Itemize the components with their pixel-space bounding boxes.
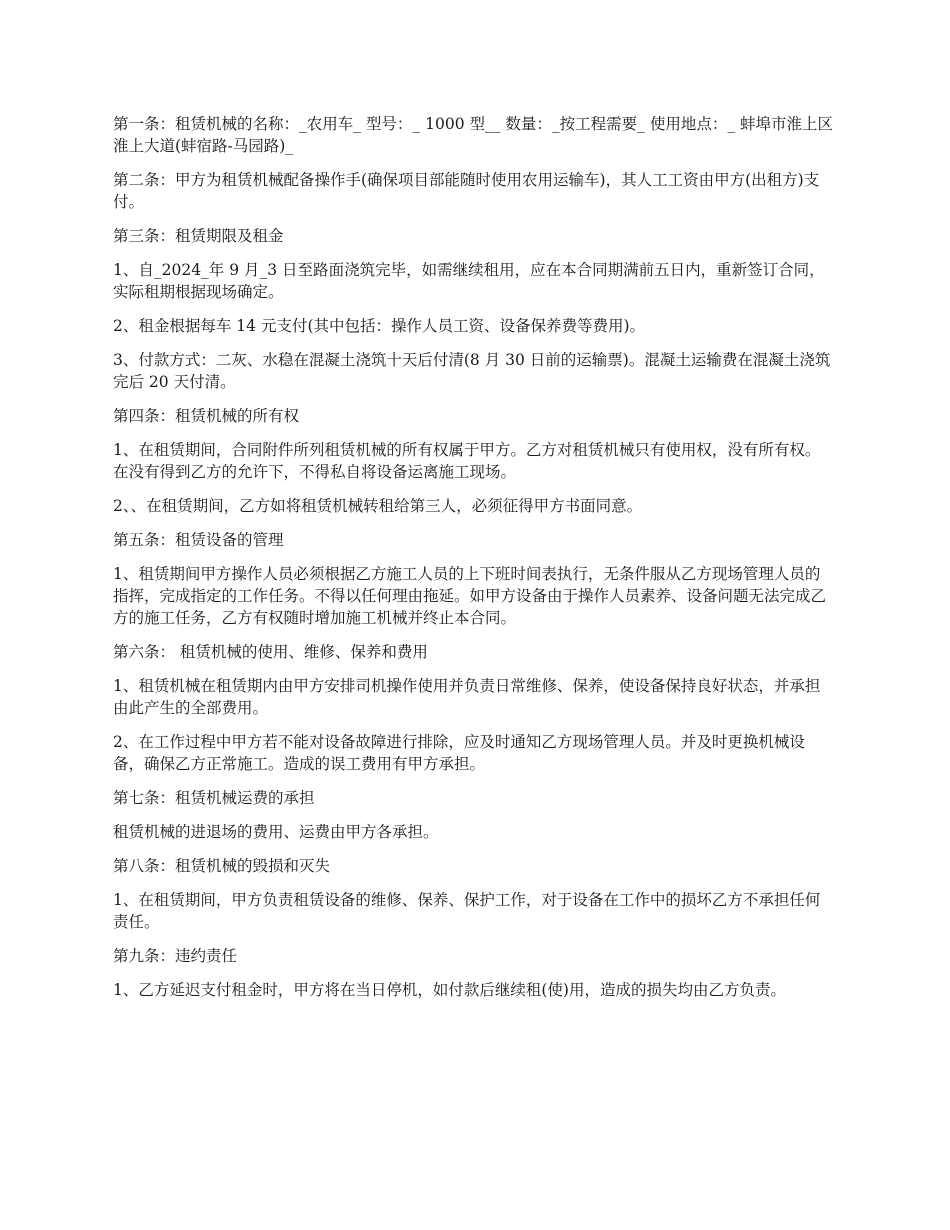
clause-7-body: 租赁机械的进退场的费用、运费由甲方各承担。 (113, 823, 439, 841)
clause-6-heading: 第六条： 租赁机械的使用、维修、保养和费用 (113, 643, 428, 661)
clause-5-heading: 第五条：租赁设备的管理 (113, 531, 284, 549)
clause-7-heading: 第七条：租赁机械运费的承担 (113, 789, 315, 807)
clause-9-item-1: 1、乙方延迟支付租金时，甲方将在当日停机，如付款后继续租(使)用，造成的损失均由乙方负责。 (113, 981, 786, 999)
clause-3-item-3: 3、付款方式：二灰、水稳在混凝土浇筑十天后付清(8 月 30 日前的运输票)。混凝土运输费在混凝土浇筑完后 20 天付清。 (113, 351, 831, 391)
clause-6-item-2: 2、在工作过程中甲方若不能对设备故障进行排除，应及时通知乙方现场管理人员。并及时更换机械设备，确保乙方正常施工。造成的误工费用有甲方承担。 (113, 733, 805, 773)
clause-4-heading: 第四条：租赁机械的所有权 (113, 407, 300, 425)
clause-4-item-2: 2、、在租赁期间，乙方如将租赁机械转租给第三人，必须征得甲方书面同意。 (113, 497, 643, 515)
clause-3-item-2: 2、租金根据每车 14 元支付(其中包括：操作人员工资、设备保养费等费用)。 (113, 317, 646, 335)
clause-8-item-1: 1、在租赁期间，甲方负责租赁设备的维修、保养、保护工作，对于设备在工作中的损坏乙方不承担任何责任。 (113, 891, 821, 931)
clause-6-item-1: 1、租赁机械在租赁期内由甲方安排司机操作使用并负责日常维修、保养，使设备保持良好状态，并承担由此产生的全部费用。 (113, 677, 821, 717)
clause-3-heading: 第三条：租赁期限及租金 (113, 227, 284, 245)
clause-1-equipment: 第一条：租赁机械的名称：_农用车_ 型号：_ 1000 型__ 数量：_按工程需要_ 使用地点：_ 蚌埠市淮上区淮上大道(蚌宿路-马园路)_ (113, 115, 834, 155)
clause-3-item-1: 1、自_2024_年 9 月_3 日至路面浇筑完毕，如需继续租用，应在本合同期满前五日内，重新签订合同，实际租期根据现场确定。 (113, 261, 825, 301)
clause-8-heading: 第八条：租赁机械的毁损和灭失 (113, 857, 331, 875)
document-page (113, 113, 835, 1013)
clause-5-item-1: 1、租赁期间甲方操作人员必须根据乙方施工人员的上下班时间表执行，无条件服从乙方现场管理人员的指挥，完成指定的工作任务。不得以任何理由拖延。如甲方设备由于操作人员素养、设备问题无法完成乙方的施工任务，乙方有权随时增加施工机械并终止本合同。 (113, 565, 827, 627)
clause-2-operator: 第二条：甲方为租赁机械配备操作手(确保项目部能随时使用农用运输车)，其人工工资由甲方(出租方)支付。 (113, 171, 820, 211)
clause-9-heading: 第九条：违约责任 (113, 947, 238, 965)
clause-4-item-1: 1、在租赁期间，合同附件所列租赁机械的所有权属于甲方。乙方对租赁机械只有使用权，没有所有权。在没有得到乙方的允许下，不得私自将设备运离施工现场。 (113, 441, 821, 481)
